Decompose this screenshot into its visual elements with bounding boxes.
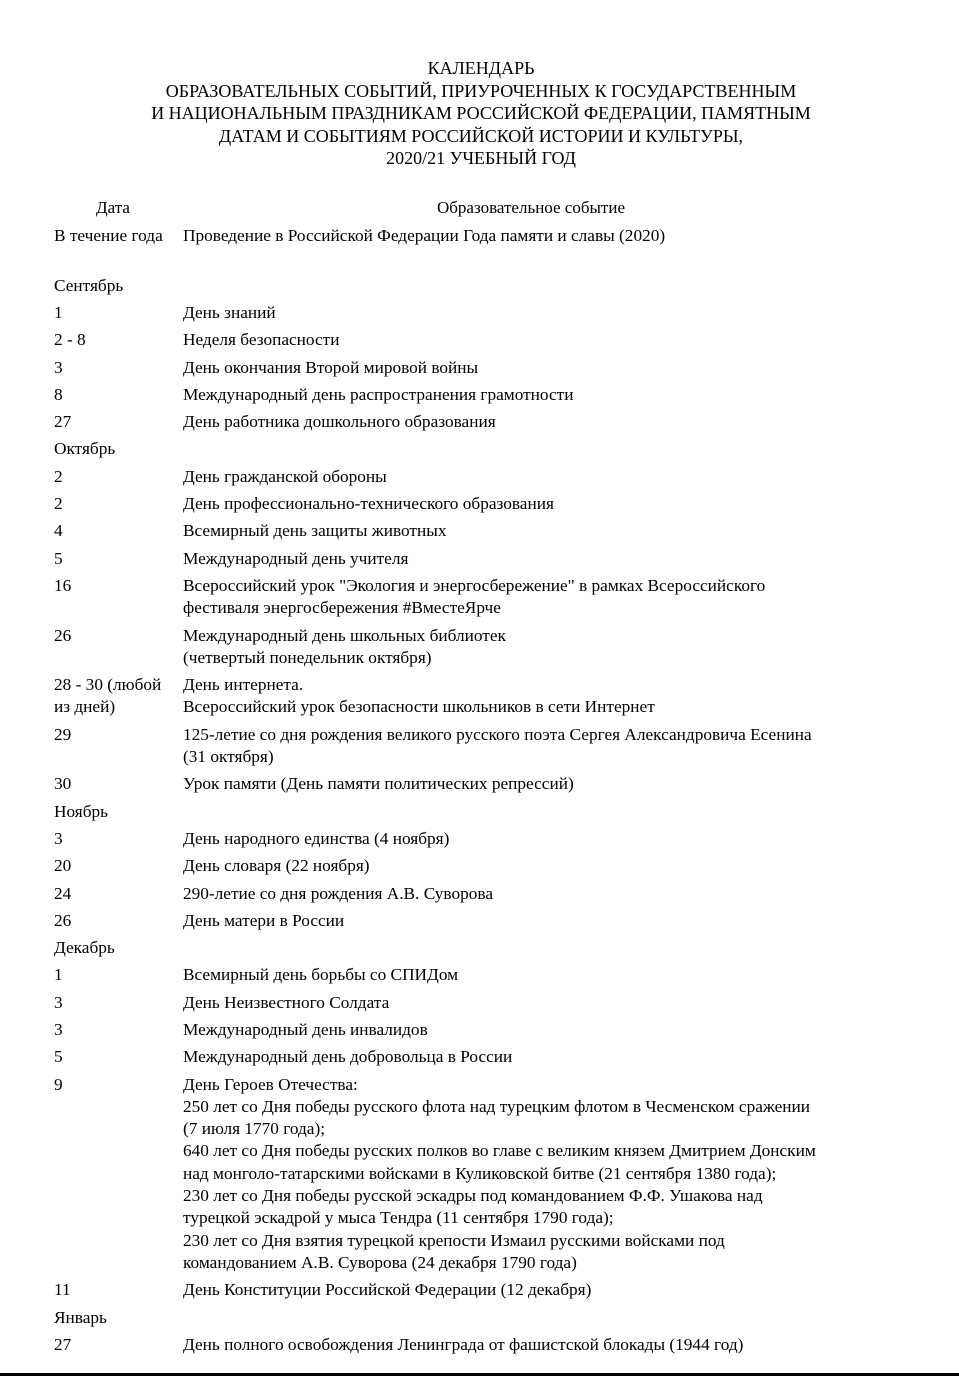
event-description xyxy=(183,1334,913,1356)
month-label: Октябрь xyxy=(54,439,116,459)
event-text-line: День словаря (22 ноября) xyxy=(183,856,370,876)
document-title xyxy=(0,57,959,170)
event-date: 4 xyxy=(54,521,63,541)
event-text-line: Всемирный день борьбы со СПИДом xyxy=(183,965,459,985)
event-text-line: День полного освобождения Ленинграда от фашистской блокады (1944 год) xyxy=(183,1334,744,1354)
column-header-date: Дата xyxy=(96,198,130,217)
event-description xyxy=(183,1019,913,1041)
event-date: 1 xyxy=(54,965,63,985)
event-date: 16 xyxy=(54,575,72,595)
event-text-line: Международный день добровольца в России xyxy=(183,1047,513,1067)
event-text-line: 290-летие со дня рождения А.В. Суворова xyxy=(183,883,493,903)
event-date: 3 xyxy=(54,1020,63,1039)
event-date: 26 xyxy=(54,910,72,930)
event-text-line: День матери в России xyxy=(183,910,345,930)
event-text-line: День Героев Отечества: xyxy=(183,1074,358,1094)
event-date: 5 xyxy=(54,1047,63,1067)
month-label: Ноябрь xyxy=(54,801,109,821)
event-description xyxy=(183,1074,913,1275)
event-text-line: День народного единства (4 ноября) xyxy=(183,828,450,848)
event-description xyxy=(183,466,913,488)
event-description xyxy=(183,828,913,850)
event-text-line: День гражданской обороны xyxy=(183,466,387,486)
event-description xyxy=(183,964,913,986)
event-text-line: День профессионально-технического образования xyxy=(183,494,554,513)
event-text-line: Всероссийский урок безопасности школьников в сети Интернет xyxy=(183,697,655,717)
event-date: 5 xyxy=(54,548,63,568)
event-date: 9 xyxy=(54,1074,63,1094)
event-date: 3 xyxy=(54,992,63,1012)
event-text-line: 125-летие со дня рождения великого русского поэта Сергея Александровича Есенина xyxy=(183,724,812,744)
event-text-line: Международный день инвалидов xyxy=(183,1020,428,1039)
event-text-line: День Неизвестного Солдата xyxy=(183,992,390,1012)
event-date: В течение года xyxy=(54,226,163,245)
event-text-line: турецкой эскадрой у мыса Тендра (11 сентября 1790 года); xyxy=(183,1208,614,1228)
event-text-line: День работника дошкольного образования xyxy=(183,412,496,432)
event-date: 3 xyxy=(54,828,63,848)
event-text-line: командованием А.В. Суворова (24 декабря 1790 года) xyxy=(183,1252,577,1272)
event-text-line: (31 октября) xyxy=(183,746,274,766)
event-date: 2 xyxy=(54,466,63,486)
month-label: Декабрь xyxy=(54,938,115,958)
event-text-line: Всероссийский урок "Экология и энергосбережение" в рамках Всероссийского xyxy=(183,575,766,595)
event-description xyxy=(183,910,913,932)
event-date: 1 xyxy=(54,302,63,322)
event-text-line: 230 лет со Дня взятия турецкой крепости Измаил русскими войсками под xyxy=(183,1230,725,1250)
event-text-line: День знаний xyxy=(183,302,276,322)
event-text-line: 640 лет со Дня победы русских полков во главе с великим князем Дмитрием Донским xyxy=(183,1141,816,1161)
title-line: ДАТАМ И СОБЫТИЯМ РОССИЙСКОЙ ИСТОРИИ И КУЛЬТУРЫ, xyxy=(218,125,744,146)
column-header-event: Образовательное событие xyxy=(437,198,625,217)
event-text-line: Неделя безопасности xyxy=(183,330,340,350)
title-line: И НАЦИОНАЛЬНЫМ ПРАЗДНИКАМ РОССИЙСКОЙ ФЕДЕРАЦИИ, ПАМЯТНЫМ xyxy=(151,103,811,123)
event-date: 2 - 8 xyxy=(54,330,86,350)
title-line: ОБРАЗОВАТЕЛЬНЫХ СОБЫТИЙ, ПРИУРОЧЕННЫХ К ГОСУДАРСТВЕННЫМ xyxy=(165,80,797,101)
event-text-line: Всемирный день защиты животных xyxy=(183,521,447,541)
event-text-line: День окончания Второй мировой войны xyxy=(183,357,479,377)
event-date: 30 xyxy=(54,774,72,794)
event-text-line: 250 лет со Дня победы русского флота над турецким флотом в Чесменском сражении xyxy=(183,1096,811,1116)
event-text-line: День Конституции Российской Федерации (12 декабря) xyxy=(183,1280,592,1300)
event-description xyxy=(183,992,913,1014)
event-date: 28 - 30 (любой из дней) xyxy=(54,675,162,717)
event-text-line: День интернета. xyxy=(183,675,304,695)
event-description xyxy=(183,575,913,620)
event-date: 3 xyxy=(54,357,63,377)
event-date: 20 xyxy=(54,856,72,876)
event-description xyxy=(183,1279,913,1301)
event-description xyxy=(183,411,913,433)
event-description xyxy=(183,493,913,515)
event-description xyxy=(183,625,913,670)
event-text-line: (7 июля 1770 года); xyxy=(183,1119,326,1139)
event-text-line: фестиваля энергосбережения #ВместеЯрче xyxy=(183,598,501,618)
event-description xyxy=(183,773,913,795)
event-description xyxy=(183,302,913,324)
event-date: 8 xyxy=(54,384,63,404)
event-description xyxy=(183,520,913,542)
event-text-line: Урок памяти (День памяти политических репрессий) xyxy=(183,774,574,794)
event-description xyxy=(183,855,913,877)
event-description xyxy=(183,548,913,570)
event-text-line: Международный день школьных библиотек xyxy=(183,625,506,645)
event-date: 24 xyxy=(54,883,72,903)
event-description xyxy=(183,674,913,719)
event-date: 29 xyxy=(54,724,72,744)
title-line: КАЛЕНДАРЬ xyxy=(427,58,535,78)
event-text-line: над монголо-татарскими войсками в Куликовской битве (21 сентября 1380 года); xyxy=(183,1163,777,1183)
month-label: Сентябрь xyxy=(54,275,124,295)
event-date: 2 xyxy=(54,494,63,513)
event-description xyxy=(183,1046,913,1068)
event-text-line: Проведение в Российской Федерации Года памяти и славы (2020) xyxy=(183,226,666,245)
event-date: 27 xyxy=(54,412,72,432)
title-line: 2020/21 УЧЕБНЫЙ ГОД xyxy=(386,148,576,168)
event-date: 11 xyxy=(54,1280,71,1300)
event-text-line: (четвертый понедельник октября) xyxy=(183,647,432,667)
event-description xyxy=(183,384,913,406)
month-label: Январь xyxy=(54,1307,107,1327)
event-description xyxy=(183,329,913,351)
event-description xyxy=(183,883,913,905)
event-text-line: Международный день распространения грамотности xyxy=(183,384,574,404)
event-text-line: 230 лет со Дня победы русской эскадры под командованием Ф.Ф. Ушакова над xyxy=(183,1186,763,1206)
event-date: 27 xyxy=(54,1334,72,1354)
event-text-line: Международный день учителя xyxy=(183,548,409,568)
event-description xyxy=(183,724,913,769)
event-description xyxy=(183,225,913,247)
event-description xyxy=(183,357,913,379)
event-date: 26 xyxy=(54,625,72,645)
